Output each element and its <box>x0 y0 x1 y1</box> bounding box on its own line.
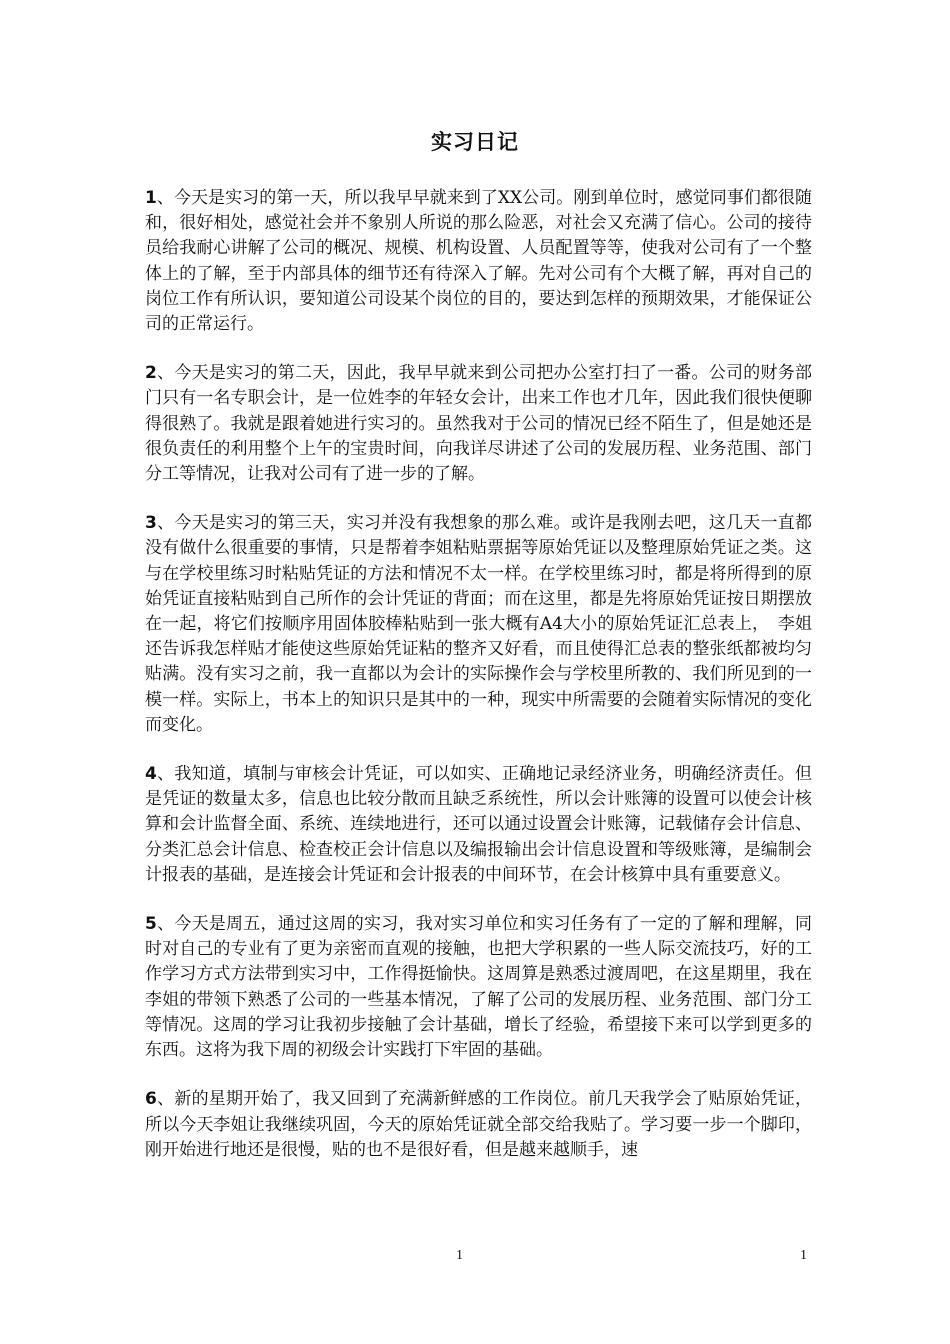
paragraph-number: 6 <box>145 1089 157 1110</box>
paragraph-number: 5 <box>145 914 157 935</box>
paragraph-3 <box>145 511 812 738</box>
page-number-right: 1 <box>800 1248 807 1263</box>
paragraph-2 <box>145 361 812 487</box>
paragraph-number: 4 <box>145 764 157 785</box>
paragraph-1 <box>145 186 812 337</box>
paragraph-number: 1 <box>145 188 157 208</box>
page-title: 实习日记 <box>431 129 519 154</box>
paragraph-text: 、我知道，填制与审核会计凭证，可以如实、正确地记录经济业务，明确经济责任。但是凭证的数量太多，信息也比较分散而且缺乏系统性，所以会计账簿的设置可以使会计核算和会计监督全面、系统、连续地进行，还可以通过设置会计账簿，记载储存会计信息、分类汇总会计信息、检查校正会计信息以及编报输出会计信息设置和等级账簿，是编制会计报表的基础，是连接会计凭证和会计报表的中间环节，在会计核算中具有重要意义。 <box>145 764 812 885</box>
paragraph-4 <box>145 762 812 888</box>
paragraph-number: 3 <box>145 513 157 534</box>
paragraph-text: 、今天是周五，通过这周的实习，我对实习单位和实习任务有了一定的了解和理解，同时对自己的专业有了更为亲密而直观的接触，也把大学积累的一些人际交流技巧，好的工作学习方式方法带到实习中，工作得挺愉快。这周算是熟悉过渡周吧，在这星期里，我在李姐的带领下熟悉了公司的一些基本情况，了解了公司的发展历程、业务范围、部门分工等情况。这周的学习让我初步接触了会计基础，增长了经验，希望接下来可以学到更多的东西。这将为我下周的初级会计实践打下牢固的基础。 <box>145 914 812 1061</box>
page-number-center: 1 <box>456 1248 463 1263</box>
document-body <box>145 186 812 1187</box>
paragraph-6 <box>145 1087 812 1163</box>
paragraph-text: 、新的星期开始了，我又回到了充满新鲜感的工作岗位。前几天我学会了贴原始凭证，所以今天李姐让我继续巩固，今天的原始凭证就全部交给我贴了。学习要一步一个脚印，刚开始进行地还是很慢，贴的也不是很好看，但是越来越顺手，速 <box>145 1089 812 1160</box>
paragraph-number: 2 <box>145 363 157 384</box>
paragraph-text: 、今天是实习的第一天，所以我早早就来到了XX公司。刚到单位时，感觉同事们都很随和，很好相处，感觉社会并不象别人所说的那么险恶，对社会又充满了信心。公司的接待员给我耐心讲解了公司的概况、规模、机构设置、人员配置等等，使我对公司有了一个整体上的了解，至于内部具体的细节还有待深入了解。先对公司有个大概了解，再对自己的岗位工作有所认识，要知道公司设某个岗位的目的，要达到怎样的预期效果，才能保证公司的正常运行。 <box>145 188 812 335</box>
paragraph-text: 、今天是实习的第二天，因此，我早早就来到公司把办公室打扫了一番。公司的财务部门只有一名专职会计，是一位姓李的年轻女会计，出来工作也才几年，因此我们很快便聊得很熟了。我就是跟着她进行实习的。虽然我对于公司的情况已经不陌生了，但是她还是很负责任的利用整个上午的宝贵时间，向我详尽讲述了公司的发展历程、业务范围、部门分工等情况，让我对公司有了进一步的了解。 <box>145 363 812 485</box>
paragraph-5 <box>145 912 812 1063</box>
paragraph-text: 、今天是实习的第三天，实习并没有我想象的那么难。或许是我刚去吧，这几天一直都没有做什么很重要的事情，只是帮着李姐粘贴票据等原始凭证以及整理原始凭证之类。这与在学校里练习时粘贴凭证的方法和情况不太一样。在学校里练习时，都是将所得到的原始凭证直接粘贴到自己所作的会计凭证的背面；而在这里，都是先将原始凭证按日期摆放在一起，将它们按顺序用固体胶棒粘贴到一张大概有A4大小的原始凭证汇总表上， 李姐还告诉我怎样贴才能使这些原始凭证粘的整齐又好看，而且使得汇总表的整张纸都被均匀贴满。没有实习之前，我一直都以为会计的实际操作会与学校里所教的、我们所见到的一模一样。实际上，书本上的知识只是其中的一种，现实中所需要的会随着实际情况的变化而变化。 <box>145 513 812 735</box>
